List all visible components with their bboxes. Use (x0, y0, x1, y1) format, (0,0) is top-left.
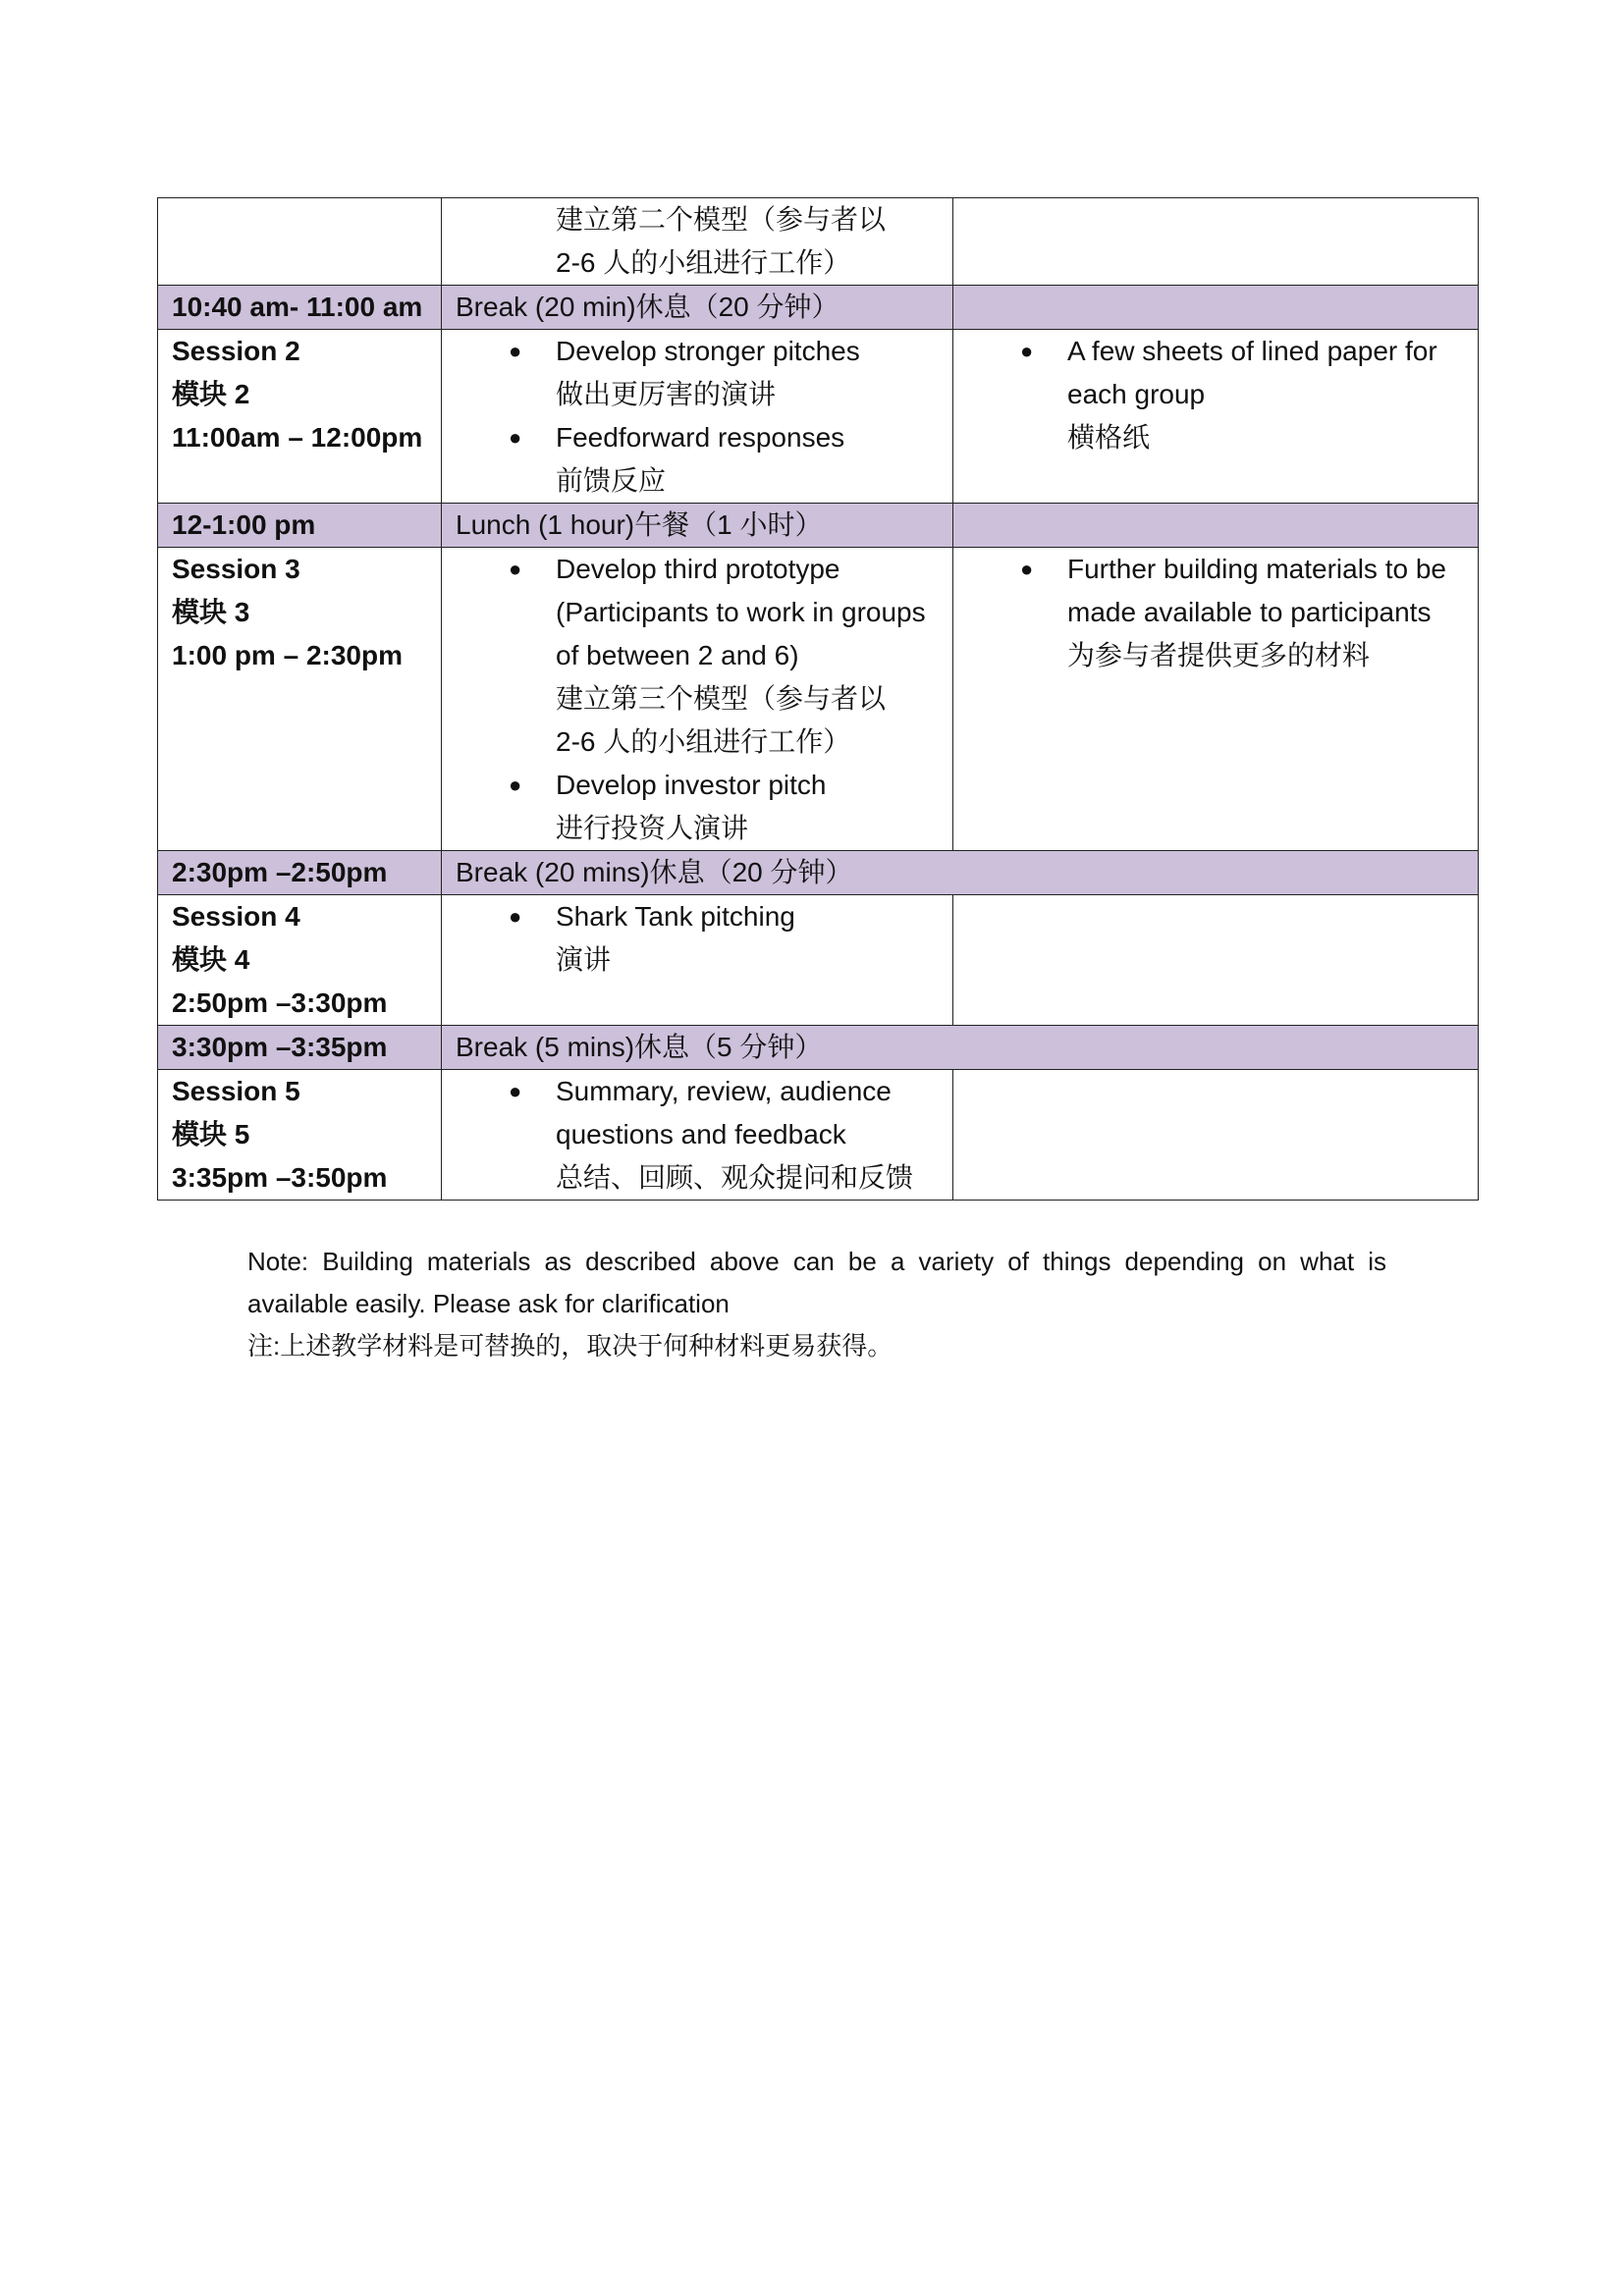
bullet-icon: ● (509, 425, 522, 450)
note-block (247, 1241, 1386, 1367)
time-cell (158, 198, 442, 286)
bullet-icon: ● (509, 557, 522, 581)
session-title: Session 4 (172, 901, 300, 932)
bullet-icon: ● (509, 904, 522, 929)
session-time: 3:35pm –3:50pm (172, 1162, 388, 1193)
break-time: 12-1:00 pm (158, 504, 442, 548)
bullet-icon: ● (509, 339, 522, 363)
list-item: ● A few sheets of lined paper for each group 横格纸 (967, 330, 1478, 459)
table-row-break (158, 851, 1479, 895)
session-title: Session 3 (172, 554, 300, 584)
session-cell (158, 895, 442, 1026)
table-row-session-2 (158, 330, 1479, 504)
session-title-cn: 模块 5 (172, 1119, 250, 1149)
activity-cell (442, 895, 953, 1026)
session-time: 11:00am – 12:00pm (172, 422, 423, 453)
list-item: ● Further building materials to be made available to participants 为参与者提供更多的材料 (967, 548, 1478, 677)
break-label: Break (20 mins)休息（20 分钟） (442, 851, 1479, 895)
session-cell (158, 330, 442, 504)
list-item: ● Develop stronger pitches 做出更厉害的演讲 (456, 330, 952, 416)
activity-cell (442, 1070, 953, 1201)
break-time: 10:40 am- 11:00 am (158, 286, 442, 330)
session-cell (158, 1070, 442, 1201)
table-row-lunch (158, 504, 1479, 548)
break-empty-cell (953, 286, 1479, 330)
materials-cell (953, 198, 1479, 286)
break-label: Break (5 mins)休息（5 分钟） (442, 1026, 1479, 1070)
session-time: 1:00 pm – 2:30pm (172, 640, 403, 670)
break-label: Break (20 min)休息（20 分钟） (442, 286, 953, 330)
break-label: Lunch (1 hour)午餐（1 小时） (442, 504, 953, 548)
list-item: ● Shark Tank pitching 演讲 (456, 895, 952, 982)
bullet-icon: ● (1020, 557, 1034, 581)
bullet-icon: ● (509, 773, 522, 797)
activity-cell (442, 548, 953, 851)
break-time: 3:30pm –3:35pm (158, 1026, 442, 1070)
session-title: Session 5 (172, 1076, 300, 1106)
list-item: ● Develop third prototype (Participants to work in groups of between 2 and 6) 建立第三个模型（参与者以 2-6 人的小组进行工作） (456, 548, 952, 764)
schedule-table (157, 197, 1479, 1201)
materials-cell (953, 1070, 1479, 1201)
activity-cell (442, 198, 953, 286)
note-english: Note: Building materials as described above can be a variety of things depending on what is available easily. Please ask for clarification (247, 1247, 1386, 1318)
list-item: ● Summary, review, audience questions and feedback 总结、回顾、观众提问和反馈 (456, 1070, 952, 1200)
session-title-cn: 模块 4 (172, 944, 250, 975)
table-row-session-4 (158, 895, 1479, 1026)
list-item: ● Develop investor pitch 进行投资人演讲 (456, 764, 952, 850)
list-item: ● Feedforward responses 前馈反应 (456, 416, 952, 503)
break-time: 2:30pm –2:50pm (158, 851, 442, 895)
session-cell (158, 548, 442, 851)
break-empty-cell (953, 504, 1479, 548)
materials-cell (953, 548, 1479, 851)
activity-cell (442, 330, 953, 504)
session-title-cn: 模块 2 (172, 379, 250, 409)
materials-cell (953, 895, 1479, 1026)
bullet-icon: ● (509, 1079, 522, 1103)
session-time: 2:50pm –3:30pm (172, 988, 388, 1018)
table-row-break (158, 286, 1479, 330)
table-row-break (158, 1026, 1479, 1070)
session-title: Session 2 (172, 336, 300, 366)
note-chinese: 注:上述教学材料是可替换的，取决于何种材料更易获得。 (247, 1331, 893, 1361)
bullet-icon: ● (1020, 339, 1034, 363)
table-row-continuation (158, 198, 1479, 286)
table-row-session-3 (158, 548, 1479, 851)
table-row-session-5 (158, 1070, 1479, 1201)
session-title-cn: 模块 3 (172, 597, 250, 627)
materials-cell (953, 330, 1479, 504)
continued-activity: 建立第二个模型（参与者以 2-6 人的小组进行工作） (556, 204, 887, 278)
